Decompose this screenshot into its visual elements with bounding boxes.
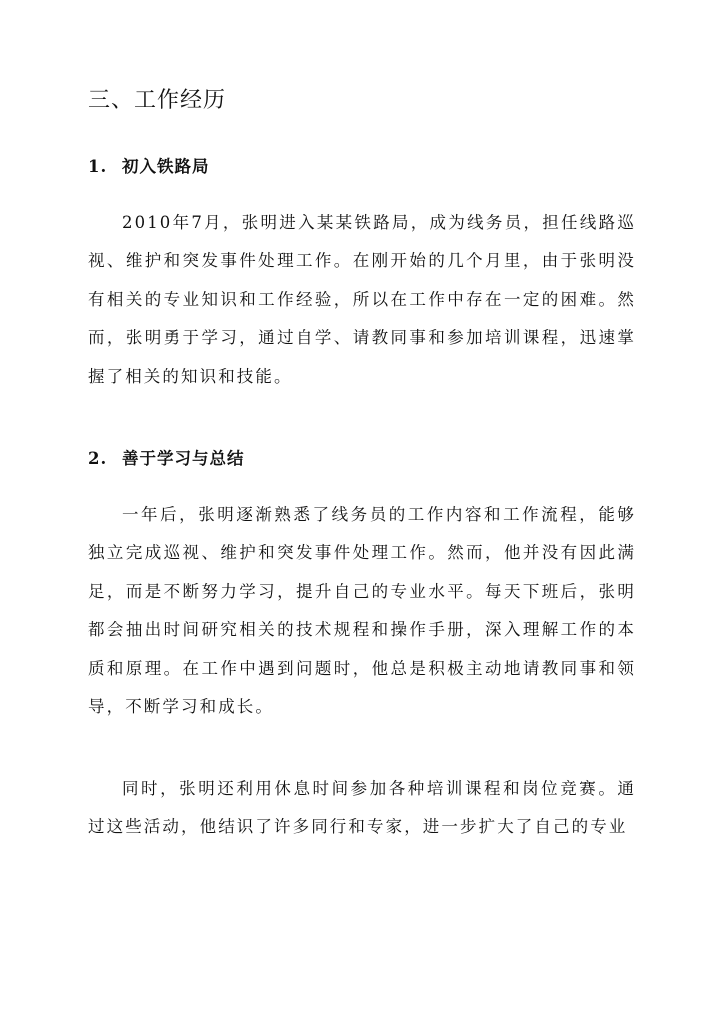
paragraph: 一年后，张明逐渐熟悉了线务员的工作内容和工作流程，能够独立完成巡视、维护和突发事件处理工作。然而，他并没有因此满足，而是不断努力学习，提升自己的专业水平。每天下班后，张明都会抽出时间研究相关的技术规程和操作手册，深入理解工作的本质和原理。在工作中遇到问题时，他总是积极主动地请教同事和领导，不断学习和成长。 (88, 505, 636, 717)
subsection-heading-2 (88, 446, 245, 472)
subsection-title: 善于学习与总结 (122, 449, 245, 468)
subsection-number: 2. (88, 449, 108, 468)
paragraph: 2010年7月，张明进入某某铁路局，成为线务员，担任线路巡视、维护和突发事件处理工作。在刚开始的几个月里，由于张明没有相关的专业知识和工作经验，所以在工作中存在一定的困难。然而，张明勇于学习，通过自学、请教同事和参加培训课程，迅速掌握了相关的知识和技能。 (88, 213, 636, 386)
subsection-heading-1 (88, 154, 210, 180)
paragraph: 同时，张明还利用休息时间参加各种培训课程和岗位竞赛。通过这些活动，他结识了许多同行和专家，进一步扩大了自己的专业 (88, 779, 636, 837)
section-title: 三、工作经历 (88, 88, 227, 113)
subsection-number: 1. (88, 157, 108, 176)
subsection-title: 初入铁路局 (122, 157, 210, 176)
